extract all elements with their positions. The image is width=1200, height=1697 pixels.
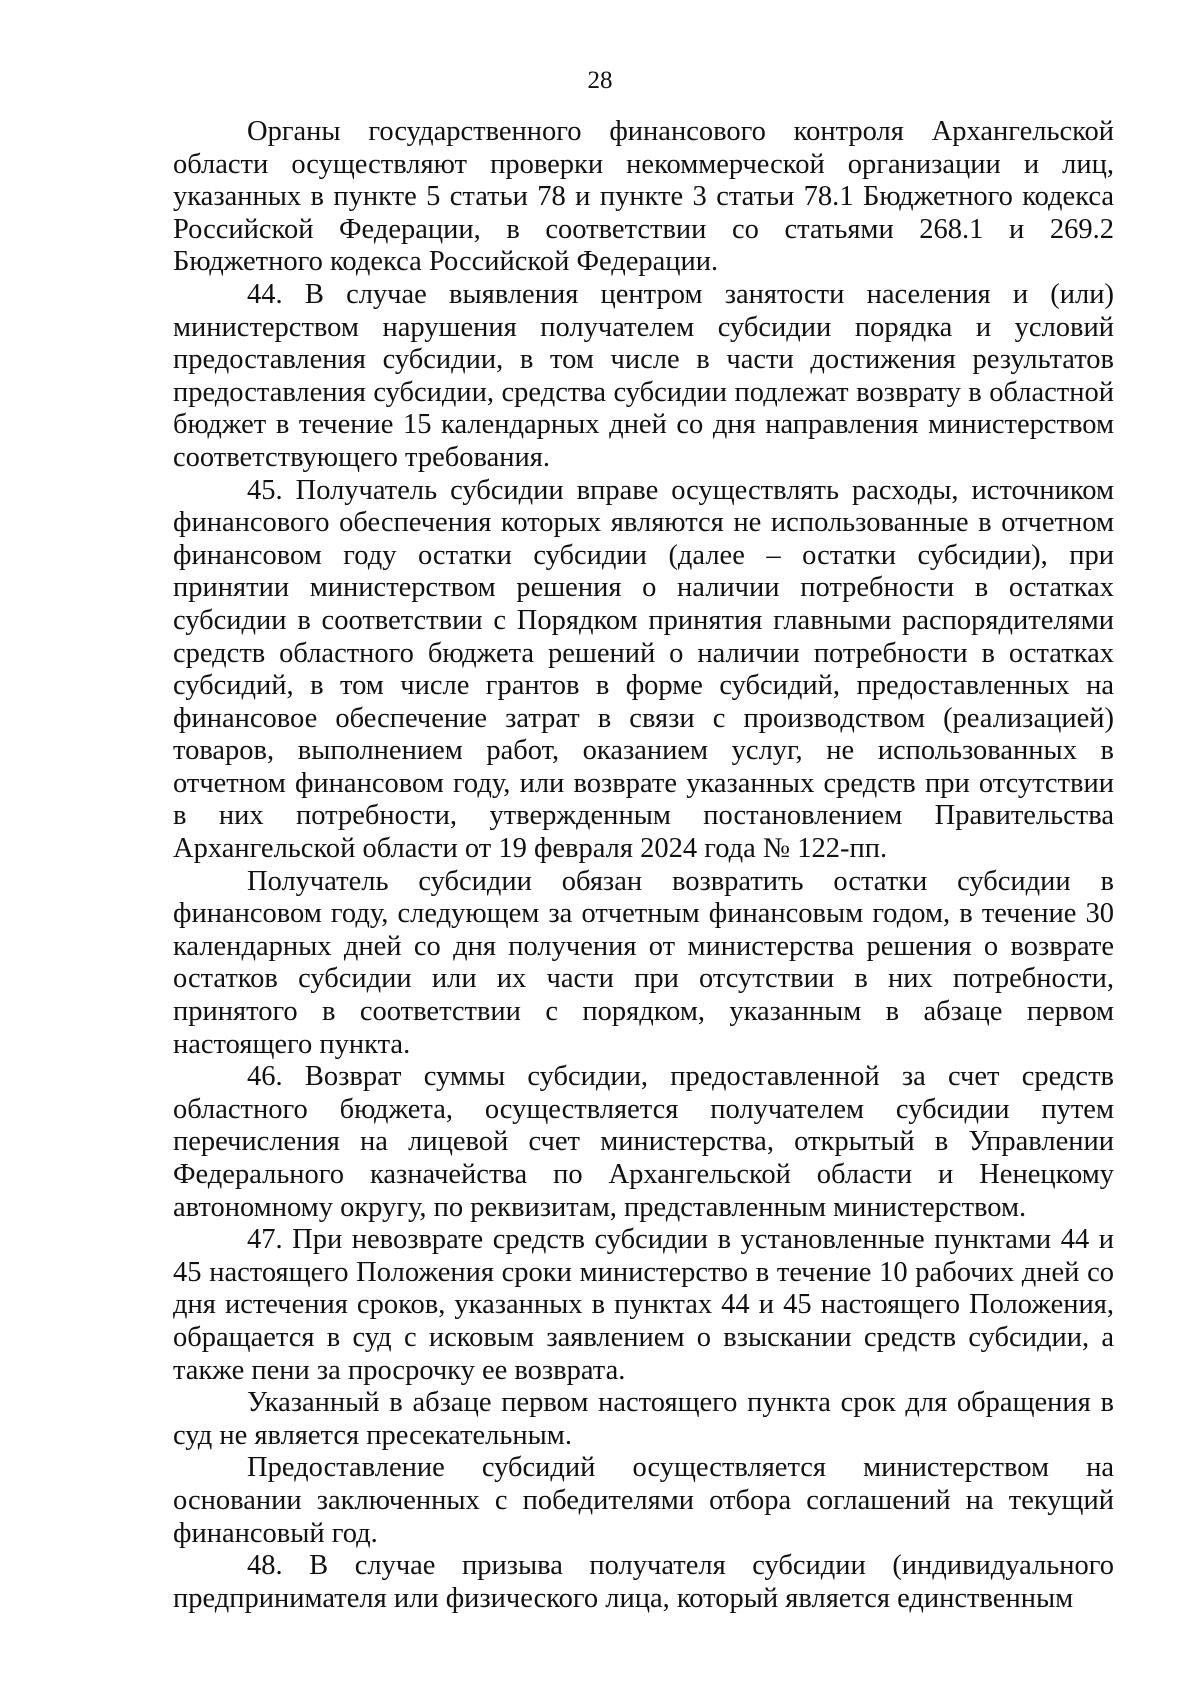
page-number: 28 [587,67,613,94]
paragraph-45: 45. Получатель субсидии вправе осуществлять расходы, источником финансового обеспечения которых являются не использованные в отчетном финансовом году остатки субсидии (далее – остатки субсидии), при принятии министерством решения о наличии потребности в остатках субсидии в соответствии с Порядком принятия главными распорядителями средств областного бюджета решений о наличии потребности в остатках субсидий, в том числе грантов в форме субсидий, предоставленных на финансовое обеспечение затрат в связи с производством (реализацией) товаров, выполнением работ, оказанием услуг, не использованных в отчетном финансовом году, или возврате указанных средств при отсутствии в них потребности, утвержденным постановлением Правительства Архангельской области от 19 февраля 2024 года № 122-пп. [173,474,1114,865]
paragraph-46: 46. Возврат суммы субсидии, предоставленной за счет средств областного бюджета, осуществляется получателем субсидии путем перечисления на лицевой счет министерства, открытый в Управлении Федерального казначейства по Архангельской области и Ненецкому автономному округу, по реквизитам, представленным министерством. [173,1061,1114,1223]
paragraph-control-bodies: Органы государственного финансового контроля Архангельской области осуществляют проверки некоммерческой организации и лиц, указанных в пункте 5 статьи 78 и пункте 3 статьи 78.1 Бюджетного кодекса Российской Федерации, в соответствии со статьями 268.1 и 269.2 Бюджетного кодекса Российской Федерации. [173,116,1114,278]
paragraph-47-term: Указанный в абзаце первом настоящего пункта срок для обращения в суд не является пресекательным. [173,1387,1114,1451]
paragraph-47-agreements: Предоставление субсидий осуществляется министерством на основании заключенных с победителями отбора соглашений на текущий финансовый год. [173,1452,1114,1549]
paragraph-48: 48. В случае призыва получателя субсидии (индивидуального предпринимателя или физического лица, который является единственным [173,1550,1114,1614]
paragraph-47: 47. При невозврате средств субсидии в установленные пунктами 44 и 45 настоящего Положения сроки министерство в течение 10 рабочих дней со дня истечения сроков, указанных в пунктах 44 и 45 настоящего Положения, обращается в суд с исковым заявлением о взыскании средств субсидии, а также пени за просрочку ее возврата. [173,1224,1114,1386]
paragraph-44: 44. В случае выявления центром занятости населения и (или) министерством нарушения получателем субсидии порядка и условий предоставления субсидии, в том числе в части достижения результатов предоставления субсидии, средства субсидии подлежат возврату в областной бюджет в течение 15 календарных дней со дня направления министерством соответствующего требования. [173,278,1114,473]
paragraph-45-return: Получатель субсидии обязан возвратить остатки субсидии в финансовом году, следующем за отчетным финансовым годом, в течение 30 календарных дней со дня получения от министерства решения о возврате остатков субсидии или их части при отсутствии в них потребности, принятого в соответствии с порядком, указанным в абзаце первом настоящего пункта. [173,865,1114,1060]
document-body [173,116,1114,1615]
